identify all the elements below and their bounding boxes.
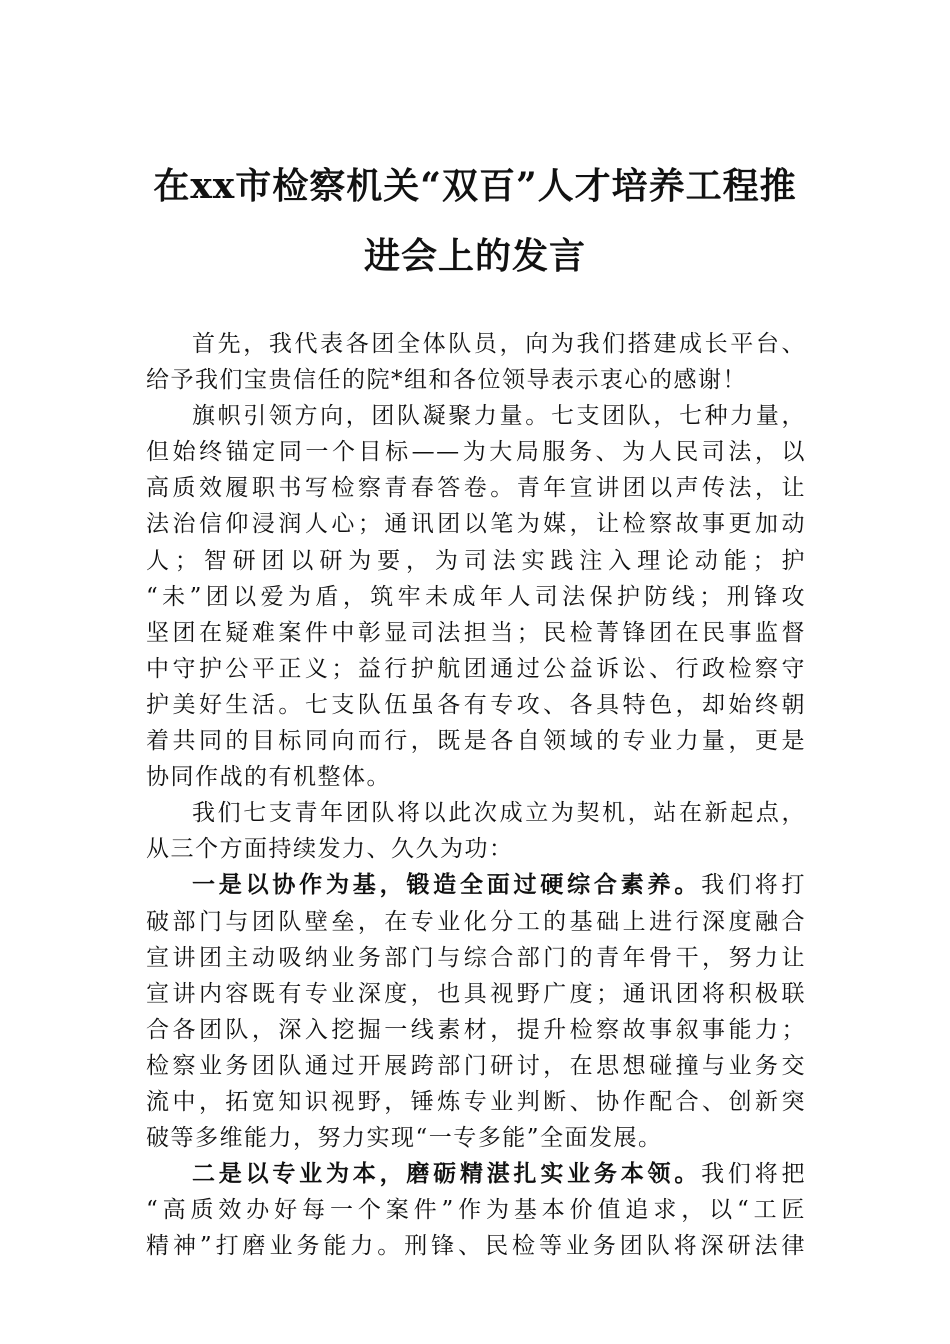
text-line: 首先，我代表各团全体队员，向为我们搭建成长平台、 [192, 331, 806, 357]
text-run: 我们将打 [701, 872, 807, 899]
text-line: 中守护公平正义；益行护航团通过公益诉讼、行政检察守 [146, 655, 806, 682]
text-line: 着共同的目标同向而行，既是各自领域的专业力量，更是 [146, 728, 806, 755]
text-line: 破等多维能力，努力实现“一专多能”全面发展。 [146, 1125, 663, 1152]
text-line: 流中，拓宽知识视野，锤炼专业判断、协作配合、创新突 [146, 1088, 806, 1115]
text-line: 旗帜引领方向，团队凝聚力量。七支团队，七种力量， [192, 403, 806, 430]
text-line: 护美好生活。七支队伍虽各有专攻、各具特色，却始终朝 [146, 691, 806, 718]
text-run: 我们将把 [701, 1161, 807, 1188]
paragraph-teams [146, 398, 806, 795]
text-line: “高质效办好每一个案件”作为基本价值追求，以“工匠 [146, 1197, 806, 1224]
text-line: 检察业务团队通过开展跨部门研讨，在思想碰撞与业务交 [146, 1052, 806, 1079]
text-line: 高质效履职书写检察青春答卷。青年宣讲团以声传法，让 [146, 475, 806, 502]
text-line: 坚团在疑难案件中彰显司法担当；民检菁锋团在民事监督 [146, 619, 806, 646]
text-line: 精神”打磨业务能力。刑锋、民检等业务团队将深研法律 [146, 1233, 806, 1260]
text-line: 协同作战的有机整体。 [146, 764, 391, 791]
paragraph-point-one [146, 867, 806, 1156]
document-title-line-1: 在xx市检察机关“双百”人才培养工程推 [153, 165, 797, 207]
text-line: “未”团以爱为盾，筑牢未成年人司法保护防线；刑锋攻 [146, 583, 806, 610]
point-one-heading: 一是以协作为基，锻造全面过硬综合素养。 [192, 871, 702, 899]
text-line: 合各团队，深入挖掘一线素材，提升检察故事叙事能力； [146, 1016, 806, 1043]
point-two-heading: 二是以专业为本，磨砺精湛扎实业务本领。 [192, 1160, 702, 1188]
text-line: 从三个方面持续发力、久久为功： [146, 836, 514, 863]
document-body [146, 326, 806, 1264]
text-line [146, 867, 806, 903]
paragraph-intro-three-aspects [146, 795, 806, 867]
text-line: 给予我们宝贵信任的院*组和各位领导表示衷心的感谢！ [146, 367, 747, 394]
text-line [146, 1156, 806, 1192]
text-line: 宣讲内容既有专业深度，也具视野广度；通讯团将积极联 [146, 980, 806, 1007]
document-title-line-2: 进会上的发言 [363, 235, 586, 277]
text-line: 但始终锚定同一个目标——为大局服务、为人民司法，以 [146, 439, 806, 466]
text-line: 法治信仰浸润人心；通讯团以笔为媒，让检察故事更加动 [146, 511, 806, 538]
text-line: 人；智研团以研为要，为司法实践注入理论动能；护 [146, 547, 806, 574]
paragraph-point-two [146, 1156, 806, 1264]
text-line: 破部门与团队壁垒，在专业化分工的基础上进行深度融合 [146, 908, 806, 935]
text-line: 我们七支青年团队将以此次成立为契机，站在新起点， [192, 800, 806, 827]
text-line: 宣讲团主动吸纳业务部门与综合部门的青年骨干，努力让 [146, 944, 806, 971]
paragraph-thanks [146, 326, 806, 398]
